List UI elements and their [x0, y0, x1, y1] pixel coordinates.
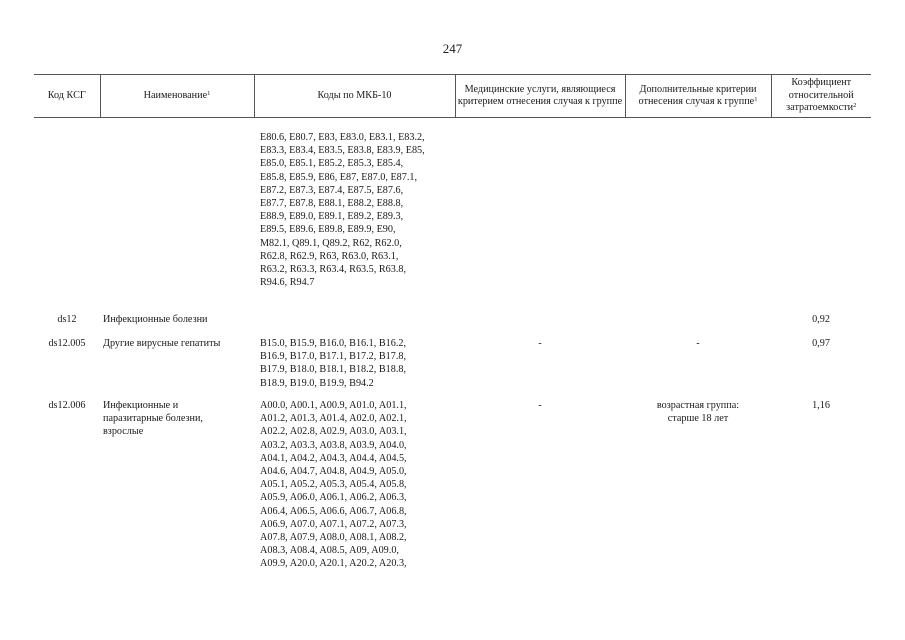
- spacer-cell: [34, 118, 871, 132]
- row-code: ds12.006: [48, 400, 86, 411]
- row-services: -: [538, 338, 542, 349]
- row-name: [100, 131, 254, 313]
- ksg-table: [34, 74, 871, 571]
- header-services: [455, 75, 625, 118]
- row-services: [455, 131, 625, 313]
- row-code: ds12.005: [48, 338, 86, 349]
- header-icd: [254, 75, 455, 118]
- row-extra: возрастная группа: старше 18 лет: [656, 400, 740, 425]
- row-icd-codes: E80.6, E80.7, E83, E83.0, E83.1, E83.2, E83.3, E83.4, E83.5, E83.8, E83.9, E85, E85.0, E85.1, E85.2, E85.3, E85.4, E85.8, E85.9, E86, E87, E87.0, E87.1, E87.2, E87.3, E87.4, E87.5, E87.6, E87.7, E87.8, E88.1, E88.2, E88.8, E88.9, E89.0, E89.1, E89.2, E89.3, E89.5, E89.6, E89.8, E89.9, E90, M82.1, Q89.1, Q89.2, R62, R62.0, R62.8, R62.9, R63, R63.0, R63.1, R63.2, R63.3, R63.4, R63.5, R63.8, R94.6, R94.7: [260, 132, 425, 289]
- header-coef: [771, 75, 871, 118]
- header-code: [34, 75, 100, 118]
- header-code-label: Код КСГ: [47, 89, 86, 101]
- row-coef: [771, 131, 871, 313]
- row-icd-codes: B15.0, B15.9, B16.0, B16.1, B16.2, B16.9, B17.0, B17.1, B17.2, B17.8, B17.9, B18.0, B18.1, B18.2, B18.8, B18.9, B19.0, B19.9, B94.2: [260, 338, 407, 389]
- row-services: -: [538, 400, 542, 411]
- header-name-label: Наименование: [143, 89, 208, 101]
- row-extra: [625, 131, 771, 313]
- header-name: [100, 75, 254, 118]
- header-extra-label: Дополнительные критерии отнесения случая к группе: [638, 83, 757, 107]
- row-code: ds12: [57, 314, 77, 325]
- page-number: 247: [442, 41, 463, 56]
- row-coef: 1,16: [812, 400, 830, 411]
- spacer-row: [34, 118, 871, 132]
- header-coef-footnote: 2: [853, 102, 857, 110]
- row-icd-codes: A00.0, A00.1, A00.9, A01.0, A01.1, A01.2, A01.3, A01.4, A02.0, A02.1, A02.2, A02.8, A02.9, A03.0, A03.1, A03.2, A03.3, A03.8, A03.9, A04.0, A04.1, A04.2, A04.3, A04.4, A04.5, A04.6, A04.7, A04.8, A04.9, A05.0, A05.1, A05.2, A05.3, A05.4, A05.8, A05.9, A06.0, A06.1, A06.2, A06.3, A06.4, A06.5, A06.6, A06.7, A06.8, A06.9, A07.0, A07.1, A07.2, A07.3, A07.8, A07.9, A08.0, A08.1, A08.2, A08.3, A08.4, A08.5, A09, A09.0, A09.9, A20.0, A20.1, A20.2, A20.3,: [260, 400, 407, 570]
- header-icd-label: Коды по МКБ-10: [317, 89, 392, 101]
- row-coef: 0,92: [812, 314, 830, 325]
- row-services: [455, 313, 625, 337]
- row-code: [34, 131, 100, 313]
- row-name: Другие вирусные гепатиты: [103, 338, 221, 349]
- row-icd-codes: [254, 313, 455, 337]
- header-name-footnote: 1: [207, 89, 211, 97]
- row-coef: 0,97: [812, 338, 830, 349]
- header-coef-label: Коэффициент относительной затратоемкости: [786, 77, 854, 114]
- row-extra: [625, 313, 771, 337]
- header-extra: [625, 75, 771, 118]
- table-row: [34, 313, 871, 337]
- header-extra-footnote: 1: [754, 96, 758, 103]
- table-row: [34, 337, 871, 399]
- table-row: [34, 131, 871, 313]
- table-header-row: [34, 75, 871, 118]
- header-services-label: Медицинские услуги, являющиеся критерием отнесения случая к группе: [457, 83, 623, 107]
- table-row: [34, 399, 871, 571]
- row-name: Инфекционные болезни: [103, 314, 208, 325]
- row-extra: -: [696, 338, 700, 349]
- row-name: Инфекционные и паразитарные болезни, взрослые: [103, 400, 203, 438]
